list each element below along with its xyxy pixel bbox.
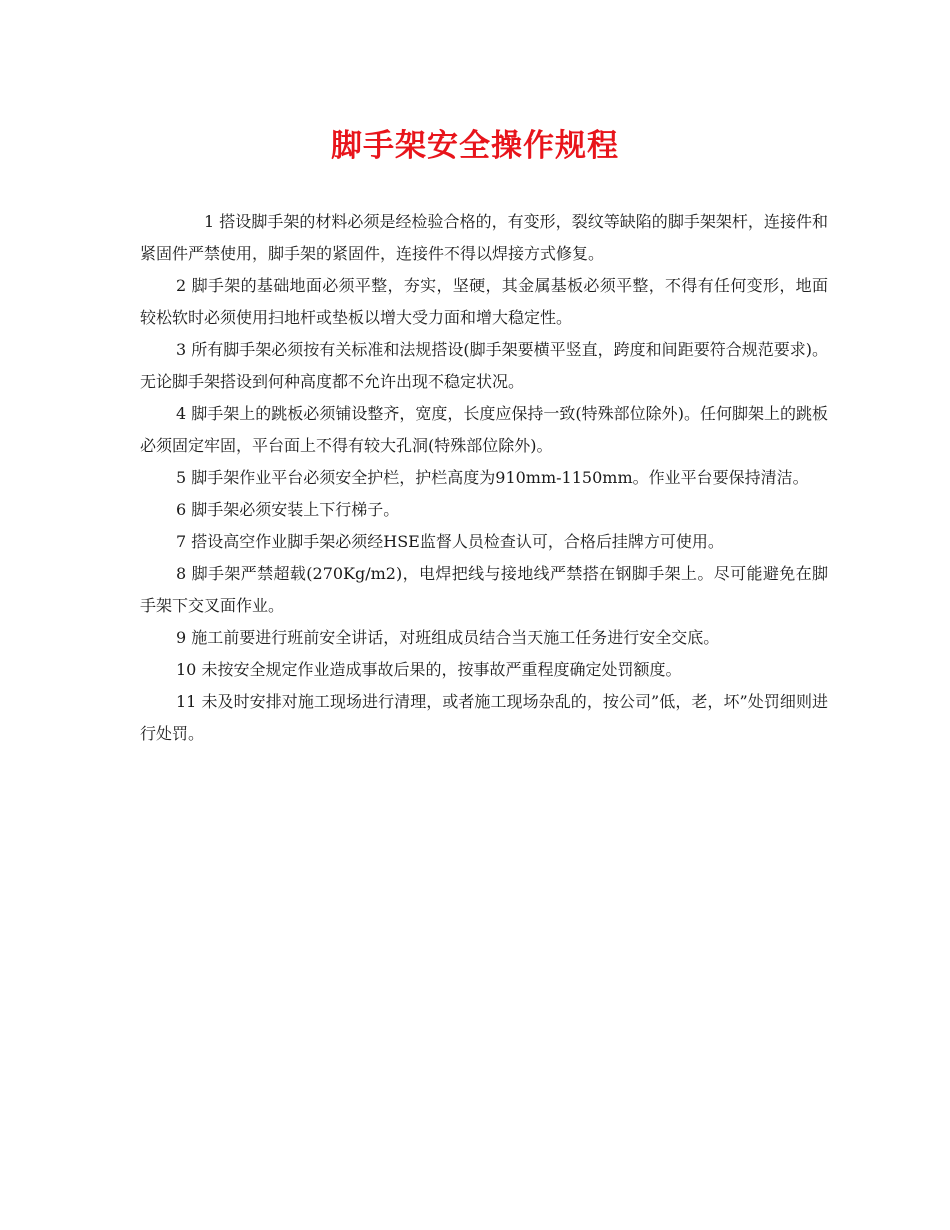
rule-paragraph-8: 8 脚手架严禁超载(270Kg/m2)，电焊把线与接地线严禁搭在钢脚手架上。尽可能避免在脚手架下交叉面作业。 <box>140 564 828 615</box>
rule-paragraph-10: 10 未按安全规定作业造成事故后果的，按事故严重程度确定处罚额度。 <box>176 660 682 679</box>
rule-paragraph-2: 2 脚手架的基础地面必须平整，夯实，坚硬，其金属基板必须平整，不得有任何变形，地面较松软时必须使用扫地杆或垫板以增大受力面和增大稳定性。 <box>140 276 828 327</box>
rule-paragraph-3: 3 所有脚手架必须按有关标准和法规搭设(脚手架要横平竖直，跨度和间距要符合规范要求)。无论脚手架搭设到何种高度都不允许出现不稳定状况。 <box>140 340 828 391</box>
rule-paragraph-11: 11 未及时安排对施工现场进行清理，或者施工现场杂乱的，按公司”低，老，坏”处罚细则进行处罚。 <box>140 692 828 743</box>
rule-paragraph-6: 6 脚手架必须安装上下行梯子。 <box>176 500 400 519</box>
rule-paragraph-7: 7 搭设高空作业脚手架必须经HSE监督人员检查认可，合格后挂牌方可使用。 <box>176 532 724 551</box>
document-title: 脚手架安全操作规程 <box>331 128 619 164</box>
rule-paragraph-4: 4 脚手架上的跳板必须铺设整齐，宽度，长度应保持一致(特殊部位除外)。任何脚架上的跳板必须固定牢固，平台面上不得有较大孔洞(特殊部位除外)。 <box>140 404 828 455</box>
document-body <box>140 206 828 750</box>
rule-paragraph-5: 5 脚手架作业平台必须安全护栏，护栏高度为910mm-1150mm。作业平台要保持清洁。 <box>176 468 809 487</box>
rule-paragraph-9: 9 施工前要进行班前安全讲话，对班组成员结合当天施工任务进行安全交底。 <box>176 628 720 647</box>
rule-paragraph-1: 1 搭设脚手架的材料必须是经检验合格的，有变形，裂纹等缺陷的脚手架架杆，连接件和紧固件严禁使用，脚手架的紧固件，连接件不得以焊接方式修复。 <box>140 212 828 263</box>
